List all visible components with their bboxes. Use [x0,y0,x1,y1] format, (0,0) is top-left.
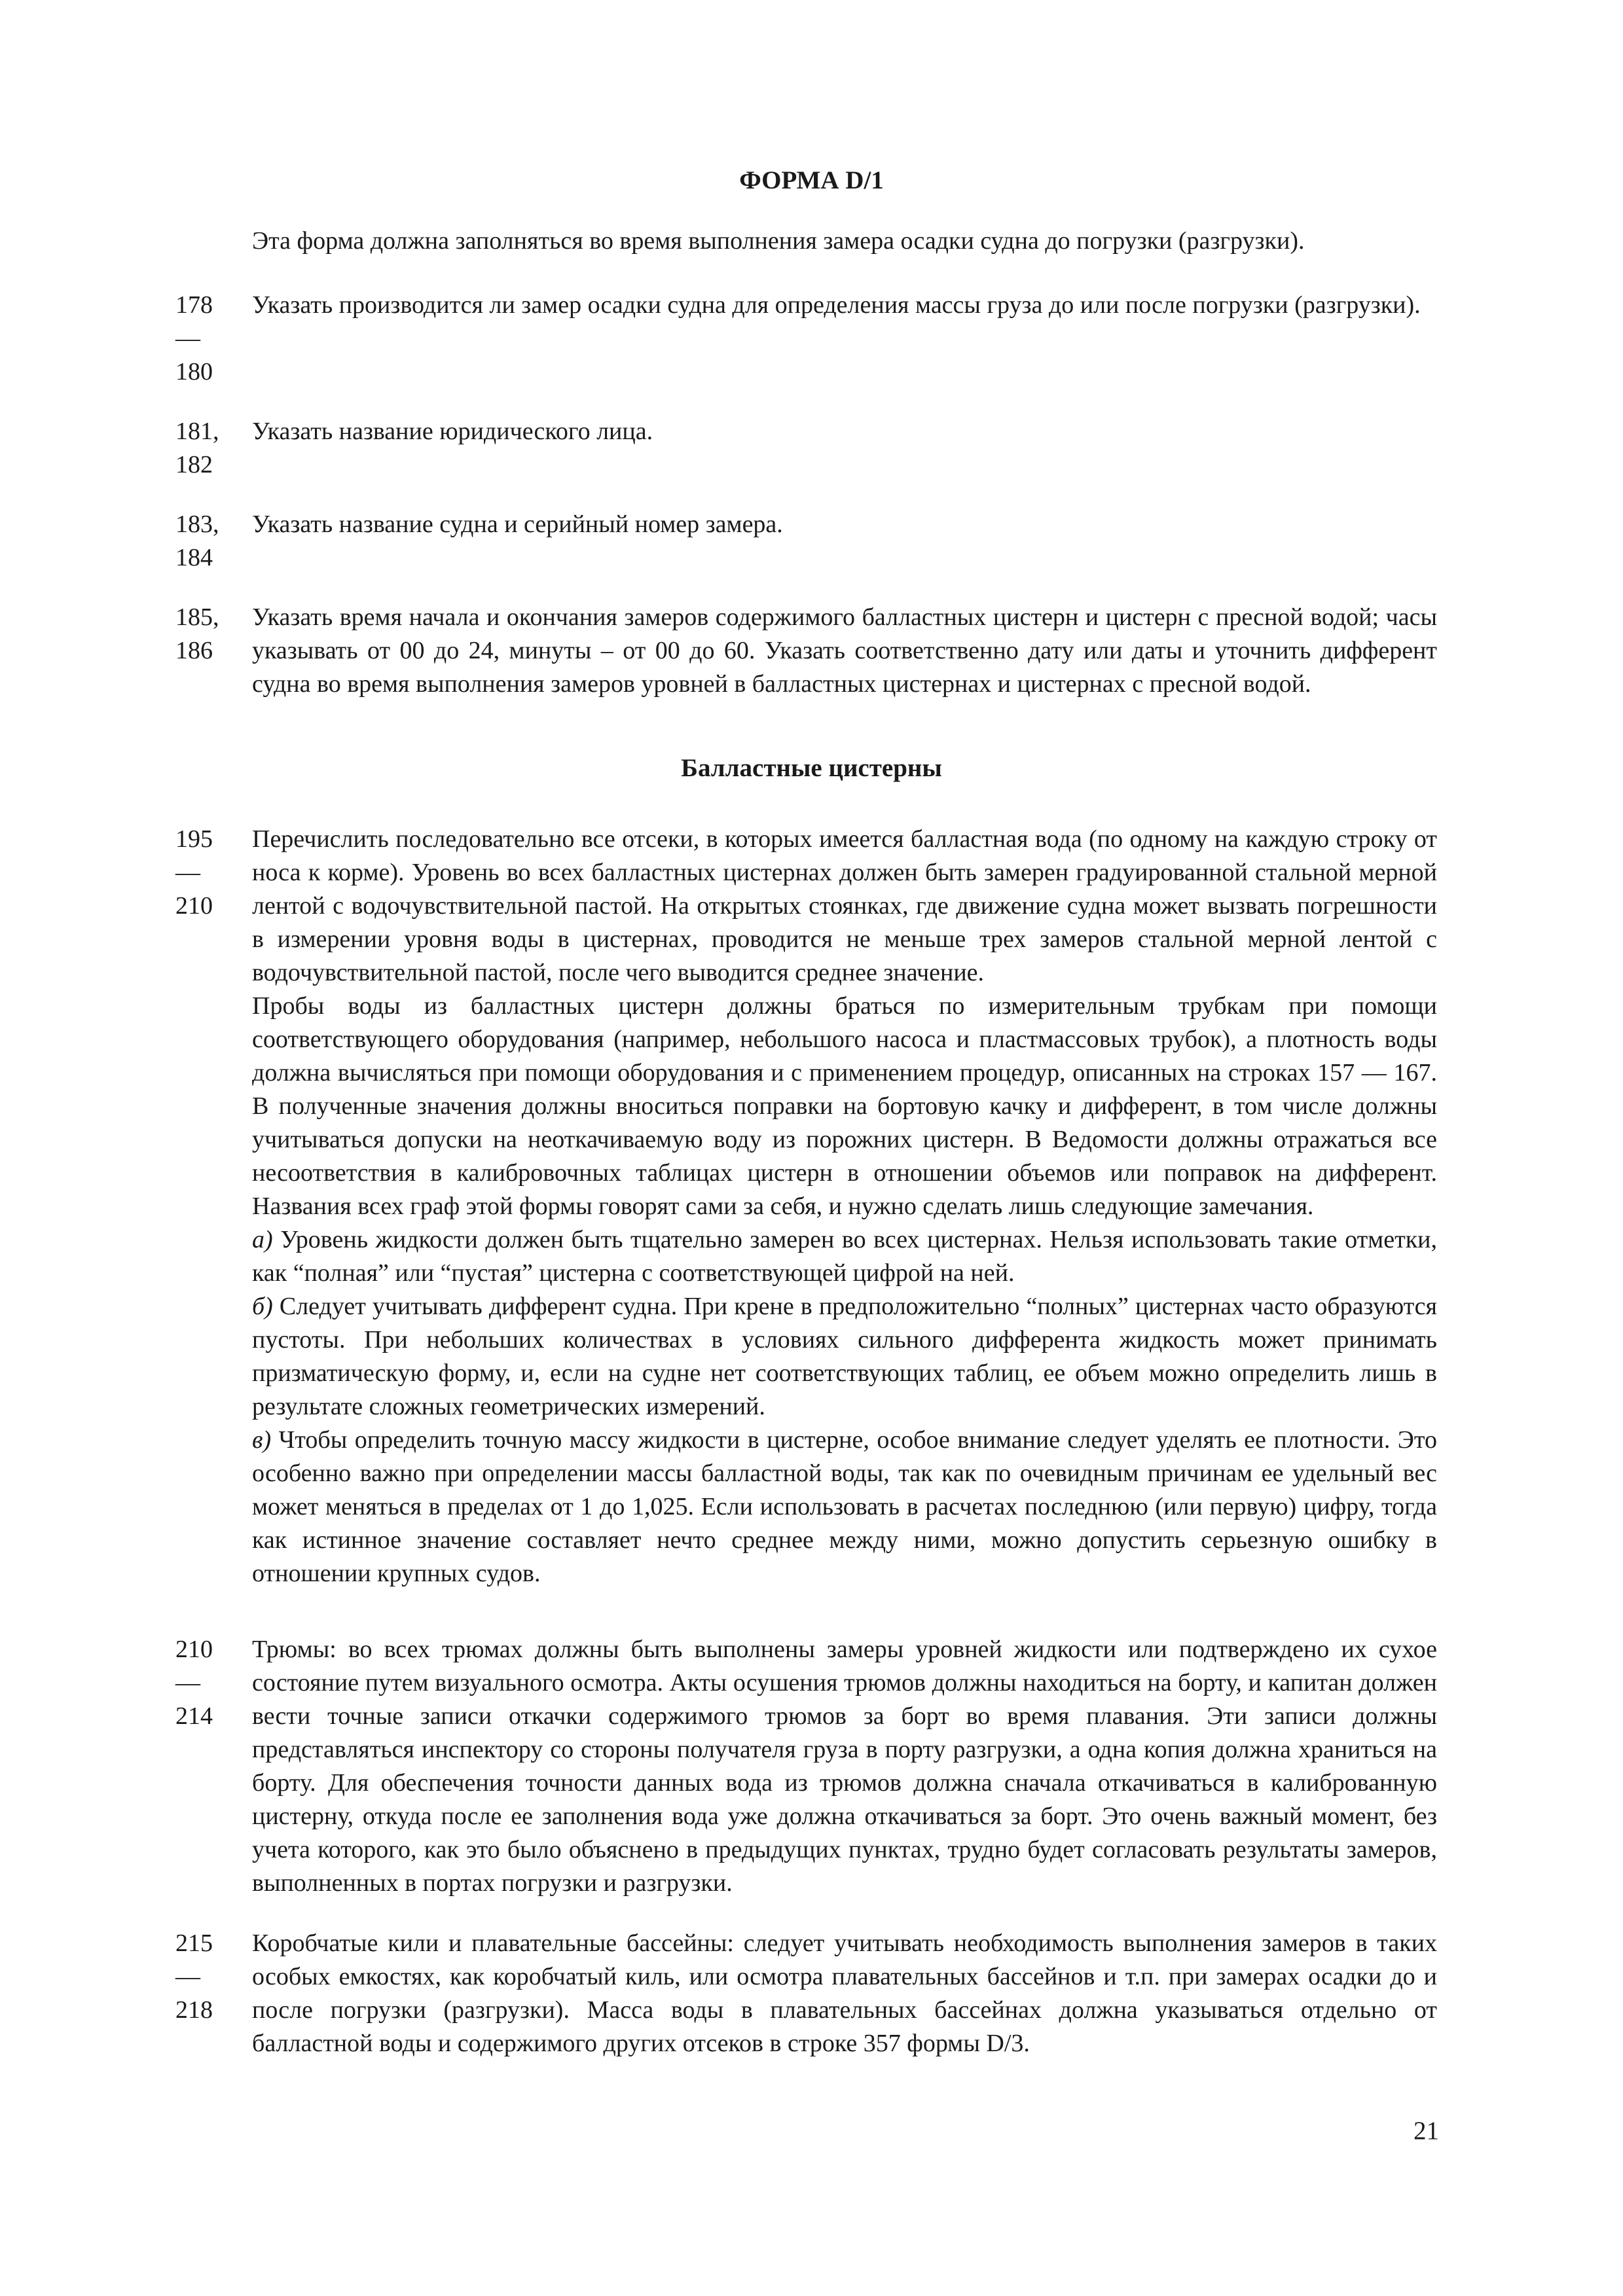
entry-text: Указать название юридического лица. [252,418,653,445]
line-number-dash: — [175,1963,200,1990]
line-number-dash: — [175,859,200,886]
paragraph: Перечислить последовательно все отсеки, в которых имеется балластная вода (по одному на каждую строку от носа к корме). Уровень во всех балластных цистернах должен быть замерен градуированной стальной мерной лентой с водочувствительной пастой. На открытых стоянках, где движение судна может вызвать погрешности в измерении уровня воды в цистернах, проводится не меньше трех замеров стальной мерной лентой с водочувствительной пастой, после чего выводится среднее значение. [252,825,1437,986]
section-heading: Балластные цистерны [681,754,942,782]
line-numbers [175,1927,238,2027]
line-number: 184 [175,544,213,571]
line-number-dash: — [175,1669,200,1696]
line-number: 214 [175,1702,213,1730]
line-number: 183, [175,511,219,538]
line-number-dash: — [175,325,200,352]
line-numbers [175,823,238,923]
line-numbers [175,508,238,575]
remark-text: Уровень жидкости должен быть тщательно замерен во всех цистернах. Нельзя использовать такие отметки, как “полная” или “пустая” цистерна с соответствующей цифрой на ней. [252,1226,1437,1287]
line-number: 195 [175,825,213,853]
line-numbers [175,1633,238,1733]
line-number: 210 [175,1636,213,1663]
entry-text: Указать производится ли замер осадки судна для определения массы груза до или после погрузки (разгрузки). [252,291,1421,319]
remark-text: Чтобы определить точную массу жидкости в цистерне, особое внимание следует уделять ее плотности. Это особенно важно при определении массы балластной воды, так как по очевидным причинам ее удельный вес может меняться в пределах от 1 до 1,025. Если использовать в расчетах последнюю (или первую) цифру, тогда как истинное значение составляет нечто среднее между ними, можно допустить серьезную ошибку в отношении крупных судов. [252,1426,1437,1587]
remark-a [252,1223,1437,1290]
intro-text: Эта форма должна заполняться во время выполнения замера осадки судна до погрузки (разгрузки). [252,227,1305,255]
line-number: 186 [175,637,213,664]
entry-text: Трюмы: во всех трюмах должны быть выполнены замеры уровней жидкости или подтверждено их сухое состояние путем визуального осмотра. Акты осушения трюмов должны находиться на борту, и капитан должен вести точные записи откачки содержимого трюмов за борт во время плавания. Эти записи должны представляться инспектору со стороны получателя груза в порту разгрузки, а одна копия должна храниться на борту. Для обеспечения точности данных вода из трюмов должна сначала откачиваться в калиброванную цистерну, откуда после ее заполнения вода уже должна откачиваться за борт. Это очень важный момент, без учета которого, как это было объяснено в предыдущих пунктах, трудно будет согласовать результаты замеров, выполненных в портах погрузки и разгрузки. [252,1636,1437,1897]
form-title: ФОРМА D/1 [739,166,884,194]
entry-text: Коробчатые кили и плавательные бассейны: следует учитывать необходимость выполнения замеров в таких особых емкостях, как коробчатый киль, или осмотра плавательных бассейнов и т.п. при замерах осадки до и после погрузки (разгрузки). Масса воды в плавательных бассейнах должна указываться отдельно от балластной воды и содержимого других отсеков в строке 357 формы D/3. [252,1929,1437,2057]
line-numbers [175,415,238,482]
line-numbers [175,289,238,389]
line-number: 218 [175,1996,213,2024]
entry-text: Указать время начала и окончания замеров содержимого балластных цистерн и цистерн с пресной водой; часы указывать от 00 до 24, минуты – от 00 до 60. Указать соответственно дату или даты и уточнить дифферент судна во время выполнения замеров уровней в балластных цистернах и цистернах с пресной водой. [252,603,1437,698]
remark-label: а) [252,1226,273,1253]
line-number: 180 [175,358,213,386]
line-numbers [175,601,238,668]
page-number: 21 [1413,2117,1439,2145]
remark-label: в) [252,1426,272,1454]
line-number: 178 [175,291,213,319]
remark-b [252,1290,1437,1424]
remark-label: б) [252,1293,273,1320]
line-number: 215 [175,1929,213,1957]
entry-text: Указать название судна и серийный номер замера. [252,511,783,538]
remark-c [252,1424,1437,1590]
entry-text [252,823,1437,1590]
line-number: 210 [175,892,213,920]
paragraph: Пробы воды из балластных цистерн должны браться по измерительным трубкам при помощи соответствующего оборудования (например, небольшого насоса и пластмассовых трубок), а плотность воды должна вычисляться при помощи оборудования и с применением процедур, описанных на строках 157 — 167. В полученные значения должны вноситься поправки на бортовую качку и дифферент, в том числе должны учитываться допуски на неоткачиваемую воду из порожних цистерн. В Ведомости должны отражаться все несоответствия в калибровочных таблицах цистерн в отношении объемов или поправок на дифферент. Названия всех граф этой формы говорят сами за себя, и нужно сделать лишь следующие замечания. [252,992,1437,1220]
line-number: 182 [175,451,213,478]
line-number: 185, [175,603,219,631]
remark-text: Следует учитывать дифферент судна. При крене в предположительно “полных” цистернах часто образуются пустоты. При небольших количествах в условиях сильного дифферента жидкость может принимать призматическую форму, и, если на судне нет соответствующих таблиц, ее объем можно определить лишь в результате сложных геометрических измерений. [252,1293,1437,1420]
line-number: 181, [175,418,219,445]
